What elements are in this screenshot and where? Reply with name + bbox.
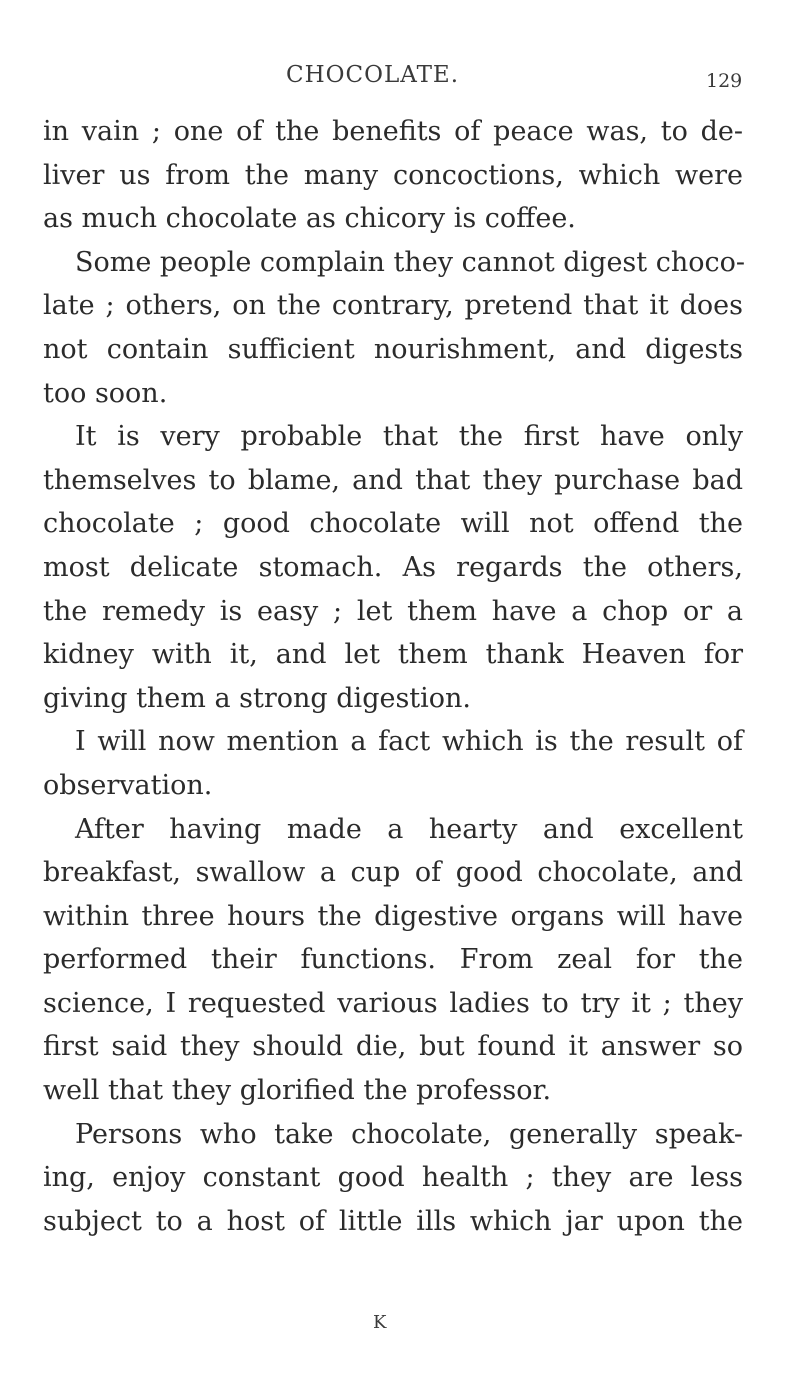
text-line: I will now mention a fact which is the result of bbox=[75, 726, 743, 758]
text-line: Persons who take chocolate, generally speak- bbox=[75, 1118, 743, 1150]
text-line: chocolate ; good chocolate will not offend the bbox=[43, 508, 743, 540]
text-line: breakfast, swallow a cup of good chocolate, and bbox=[43, 857, 743, 889]
text-line: within three hours the digestive organs will have bbox=[43, 900, 743, 932]
text-line: too soon. bbox=[43, 377, 168, 409]
text-line: well that they glorified the professor. bbox=[43, 1075, 552, 1107]
text-line: liver us from the many concoctions, which were bbox=[43, 159, 743, 191]
page-number: 129 bbox=[706, 70, 743, 92]
text-line: It is very probable that the first have only bbox=[75, 421, 743, 453]
text-line: ing, enjoy constant good health ; they are less bbox=[43, 1162, 743, 1194]
text-line: After having made a hearty and excellent bbox=[75, 813, 743, 845]
text-line: science, I requested various ladies to try it ; they bbox=[43, 987, 743, 1019]
text-line: first said they should die, but found it answer so bbox=[43, 1031, 743, 1063]
text-line: not contain sufficient nourishment, and digests bbox=[43, 333, 743, 365]
text-line: observation. bbox=[43, 769, 213, 801]
text-line: kidney with it, and let them thank Heaven for bbox=[43, 639, 743, 671]
text-line: Some people complain they cannot digest choco- bbox=[75, 246, 745, 278]
text-line: performed their functions. From zeal for the bbox=[43, 944, 743, 976]
text-line: giving them a strong digestion. bbox=[43, 682, 472, 714]
running-title: CHOCOLATE. bbox=[286, 62, 460, 88]
text-line: in vain ; one of the benefits of peace was, to de- bbox=[43, 116, 743, 147]
text-line: late ; others, on the contrary, pretend that it does bbox=[43, 290, 743, 322]
text-line: themselves to blame, and that they purchase bad bbox=[43, 464, 743, 496]
text-line: the remedy is easy ; let them have a chop or a bbox=[43, 595, 743, 627]
text-line: as much chocolate as chicory is coffee. bbox=[43, 203, 576, 235]
text-line: most delicate stomach. As regards the others, bbox=[43, 551, 743, 583]
signature-mark: K bbox=[373, 1312, 387, 1333]
text-line: subject to a host of little ills which jar upon the bbox=[43, 1205, 743, 1237]
running-head bbox=[0, 62, 800, 92]
body-text bbox=[43, 110, 743, 1243]
